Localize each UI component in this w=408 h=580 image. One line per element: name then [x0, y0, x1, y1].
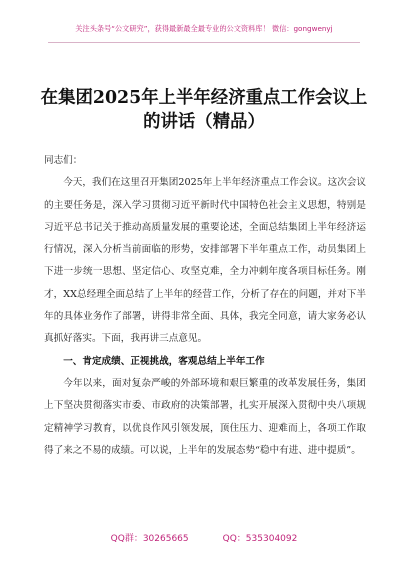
document-title: 在集团2025年上半年经济重点工作会议上的讲话（精品）	[40, 88, 368, 132]
section-heading: 一、肯定成绩、正视挑战，客观总结上半年工作	[63, 355, 265, 367]
footer-qq-group: QQ群：30265665	[110, 534, 189, 544]
header-banner: 关注头条号“公文研究”，获得最新最全最专业的公文资料库！ 微信：gongwenyj	[75, 24, 333, 33]
header-divider	[48, 42, 360, 43]
footer-contact	[0, 531, 408, 544]
paragraph-review: 今年以来，面对复杂严峻的外部环境和艰巨繁重的改革发展任务，集团上下坚决贯彻落实市委、市政府的决策部署，扎实开展深入贯彻中央八项规定精神学习教育，以优良作风引领发展，顶住压力、迎难而上，各项工作取得了来之不易的成绩。可以说，上半年的发展态势“稳中有进、进中提质”。	[44, 377, 366, 456]
footer-qq-number: QQ：535304092	[222, 534, 298, 544]
greeting: 同志们：	[44, 155, 83, 166]
document-body	[44, 150, 366, 462]
paragraph-opening: 今天，我们在这里召开集团2025年上半年经济重点工作会议。这次会议的主要任务是，深入学习贯彻习近平新时代中国特色社会主义思想，特别是习近平总书记关于推动高质量发展的重要论述，全面总结集团上半年经济运行情况，深入分析当前面临的形势，安排部署下半年重点工作，动员集团上下进一步统一思想、坚定信心、攻坚克难，全力冲刺年度各项目标任务。刚才，XX总经理全面总结了上半年的经营工作，分析了存在的问题，并对下半年的具体业务作了部署，讲得非常全面、具体，我完全同意，请大家务必认真抓好落实。下面，我再讲三点意见。	[44, 177, 366, 345]
